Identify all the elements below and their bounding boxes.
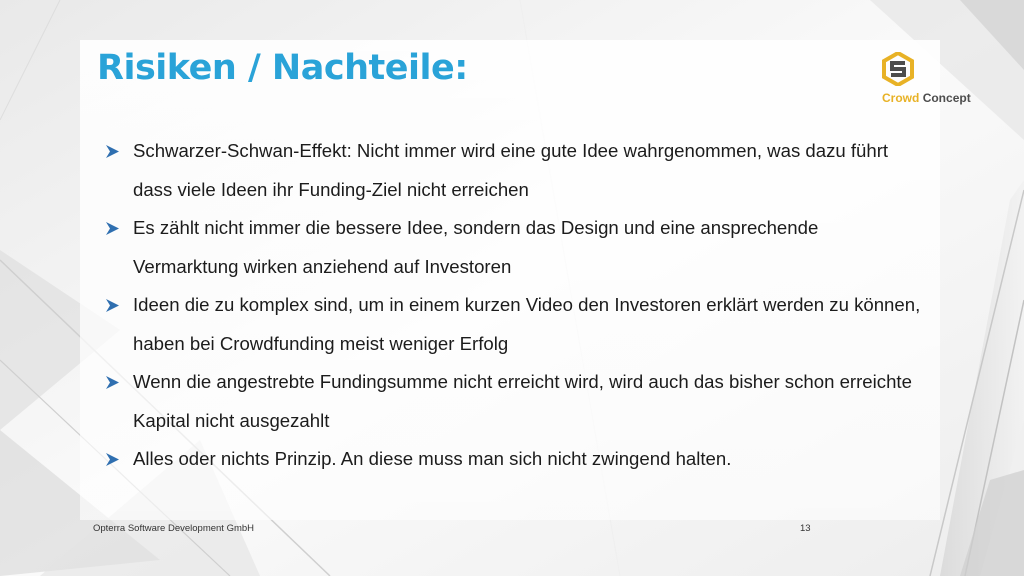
footer-company: Opterra Software Development GmbH xyxy=(93,523,255,534)
logo-word-crowd: Crowd xyxy=(882,91,920,105)
logo-wordmark xyxy=(876,91,982,105)
arrow-bullet-icon xyxy=(106,376,119,389)
arrow-bullet-icon xyxy=(106,145,119,158)
logo-word-concept: Concept xyxy=(922,91,971,105)
bullet-item xyxy=(106,132,926,209)
bullet-text: Alles oder nichts Prinzip. An diese muss man sich nicht zwingend halten. xyxy=(133,448,732,469)
arrow-bullet-icon xyxy=(106,453,119,466)
bullet-item xyxy=(106,363,926,440)
bullet-text: Wenn die angestrebte Fundingsumme nicht erreicht wird, wird auch das bisher schon erreichte Kapital nicht ausgezahlt xyxy=(133,371,912,431)
bullet-list xyxy=(106,132,926,479)
page-number: 13 xyxy=(800,523,811,534)
bullet-item xyxy=(106,209,926,286)
arrow-bullet-icon xyxy=(106,299,119,312)
bullet-item xyxy=(106,440,926,479)
bullet-text: Ideen die zu komplex sind, um in einem kurzen Video den Investoren erklärt werden zu können, haben bei Crowdfunding meist weniger Erfolg xyxy=(133,294,921,354)
bullet-text: Es zählt nicht immer die bessere Idee, sondern das Design und eine ansprechende Vermarktung wirken anziehend auf Investoren xyxy=(133,217,819,277)
arrow-bullet-icon xyxy=(106,222,119,235)
crowd-concept-logo xyxy=(876,52,976,112)
slide-title: Risiken / Nachteile: xyxy=(97,48,468,88)
bullet-text: Schwarzer-Schwan-Effekt: Nicht immer wird eine gute Idee wahrgenommen, was dazu führt dass viele Ideen ihr Funding-Ziel nicht erreichen xyxy=(133,140,889,200)
bullet-item xyxy=(106,286,926,363)
crowd-concept-logo-icon xyxy=(882,52,914,86)
